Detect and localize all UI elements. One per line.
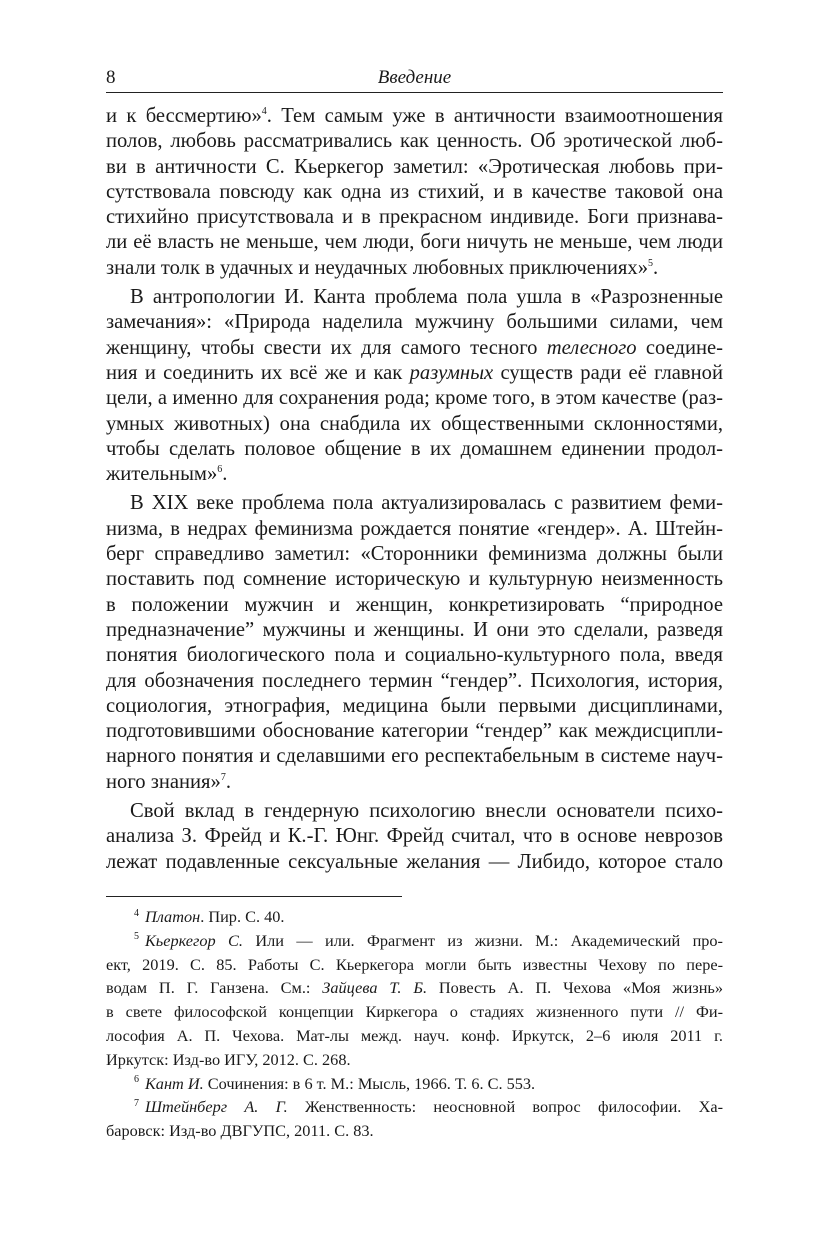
text-line: ного знания»$^7$. [106, 770, 231, 793]
text-line: В XIX веке проблема пола актуализировалась с развитием феми- [130, 492, 723, 515]
text-line: ект, 2019. С. 85. Работы С. Кьеркегора могли быть известны Чехову по пере- [106, 954, 723, 974]
footnote-ref: 7 [220, 771, 226, 783]
text-line: полов, любовь рассматривались как ценность. Об эротической люб- [106, 130, 723, 153]
text-line: сутствовала повсюду как одна из стихий, и в качестве таковой она [106, 180, 723, 203]
footnote-6: $^6$ Кант И. Сочинения: в 6 т. М.: Мысль, 1966. Т. 6. С. 553. [134, 1073, 536, 1093]
text-line: замечания»: «Природа наделила мужчину большими силами, чем [106, 311, 723, 334]
text-line: баровск: Изд-во ДВГУПС, 2011. С. 83. [106, 1121, 374, 1141]
paragraph-3 [106, 491, 723, 795]
text-line: понятия биологического пола и социально-культурного пола, введя [106, 644, 723, 667]
page-number: 8 [106, 67, 116, 88]
text-line: цели, а именно для сохранения рода; кроме того, в этом качестве (раз- [106, 387, 723, 410]
text-line: в положении мужчин и женщин, конкретизировать “природное [106, 593, 723, 616]
text-line: лософия А. П. Чехова. Мат-лы межд. науч. конф. Иркутск, 2–6 июля 2011 г. [106, 1025, 723, 1045]
footnote-7: $^7$ Штейнберг А. Г. Женственность: неосновной вопрос философии. Ха- [134, 1097, 724, 1117]
paragraph-1 [106, 104, 723, 281]
text-line: для обозначения последнего термин “гендер”. Психология, история, [106, 669, 723, 692]
text-line: ви в античности С. Кьеркегор заметил: «Эротическая любовь при- [106, 155, 723, 178]
text-line: в свете философской концепции Киркегора о стадиях жизненного пути // Фи- [106, 1002, 723, 1022]
footnote-ref: 5 [648, 257, 653, 269]
page-header [106, 66, 723, 93]
text-line: стихийно присутствовала и в прекрасном индивиде. Боги признава- [106, 206, 723, 229]
text-line: Иркутск: Изд-во ИГУ, 2012. С. 268. [106, 1049, 351, 1069]
footnote-divider [106, 896, 402, 897]
text-line: предназначение” мужчины и женщины. И они это сделали, разведя [106, 618, 723, 641]
paragraph-2 [106, 285, 723, 487]
text-line: чтобы сделать половое общение в их домашнем единении продол- [106, 437, 723, 460]
text-line: подготовившими обоснование категории “гендер” как междисципли- [106, 720, 723, 743]
text-line: женщину, чтобы свести их для самого тесного телесного соедине- [106, 336, 723, 359]
text-line: умных животных) она снабдила их общественными склонностями, [106, 412, 723, 435]
text-line: жительным»$^6$. [106, 463, 228, 486]
running-title: Введение [377, 67, 452, 88]
text-line: поставить под сомнение историческую и культурную неизменность [106, 568, 723, 591]
paragraph-4 [106, 799, 723, 875]
text-line: В антропологии И. Канта проблема пола ушла в «Разрозненные [130, 286, 723, 309]
text-line: нарного понятия и сделавшими его респектабельным в системе науч- [106, 745, 723, 768]
main-text [106, 104, 723, 879]
text-line: ния и соединить их всё же и как разумных существ ради её главной [106, 361, 723, 384]
footnotes [106, 905, 723, 1143]
text-line: Свой вклад в гендерную психологию внесли основатели психо- [130, 800, 723, 823]
text-line: ли её власть не меньше, чем люди, боги ничуть не меньше, чем люди [106, 231, 723, 254]
footnote-4: $^4$ Платон. Пир. С. 40. [134, 907, 285, 926]
footnote-ref: 4 [261, 106, 267, 118]
text-line: и к бессмертию»$^4$. Тем самым уже в античности взаимоотношения [106, 105, 723, 127]
text-line: низма, в недрах феминизма рождается понятие «гендер». А. Штейн- [106, 517, 723, 540]
text-line: берг справедливо заметил: «Сторонники феминизма должны были [106, 543, 723, 566]
footnote-ref: 6 [217, 464, 223, 476]
text-line: лежат подавленные сексуальные желания — Либидо, которое стало [106, 850, 723, 873]
text-line: анализа З. Фрейд и К.-Г. Юнг. Фрейд считал, что в основе неврозов [106, 825, 723, 848]
text-line: водам П. Г. Ганзена. См.: Зайцева Т. Б. Повесть А. П. Чехова «Моя жизнь» [106, 978, 724, 998]
text-line: социология, этнография, медицина были первыми дисциплинами, [106, 694, 723, 717]
footnote-5: $^5$ Кьеркегор С. Или — или. Фрагмент из жизни. М.: Академический про- [134, 930, 723, 950]
text-line: знали толк в удачных и неудачных любовных приключениях»$^5$. [106, 256, 659, 279]
